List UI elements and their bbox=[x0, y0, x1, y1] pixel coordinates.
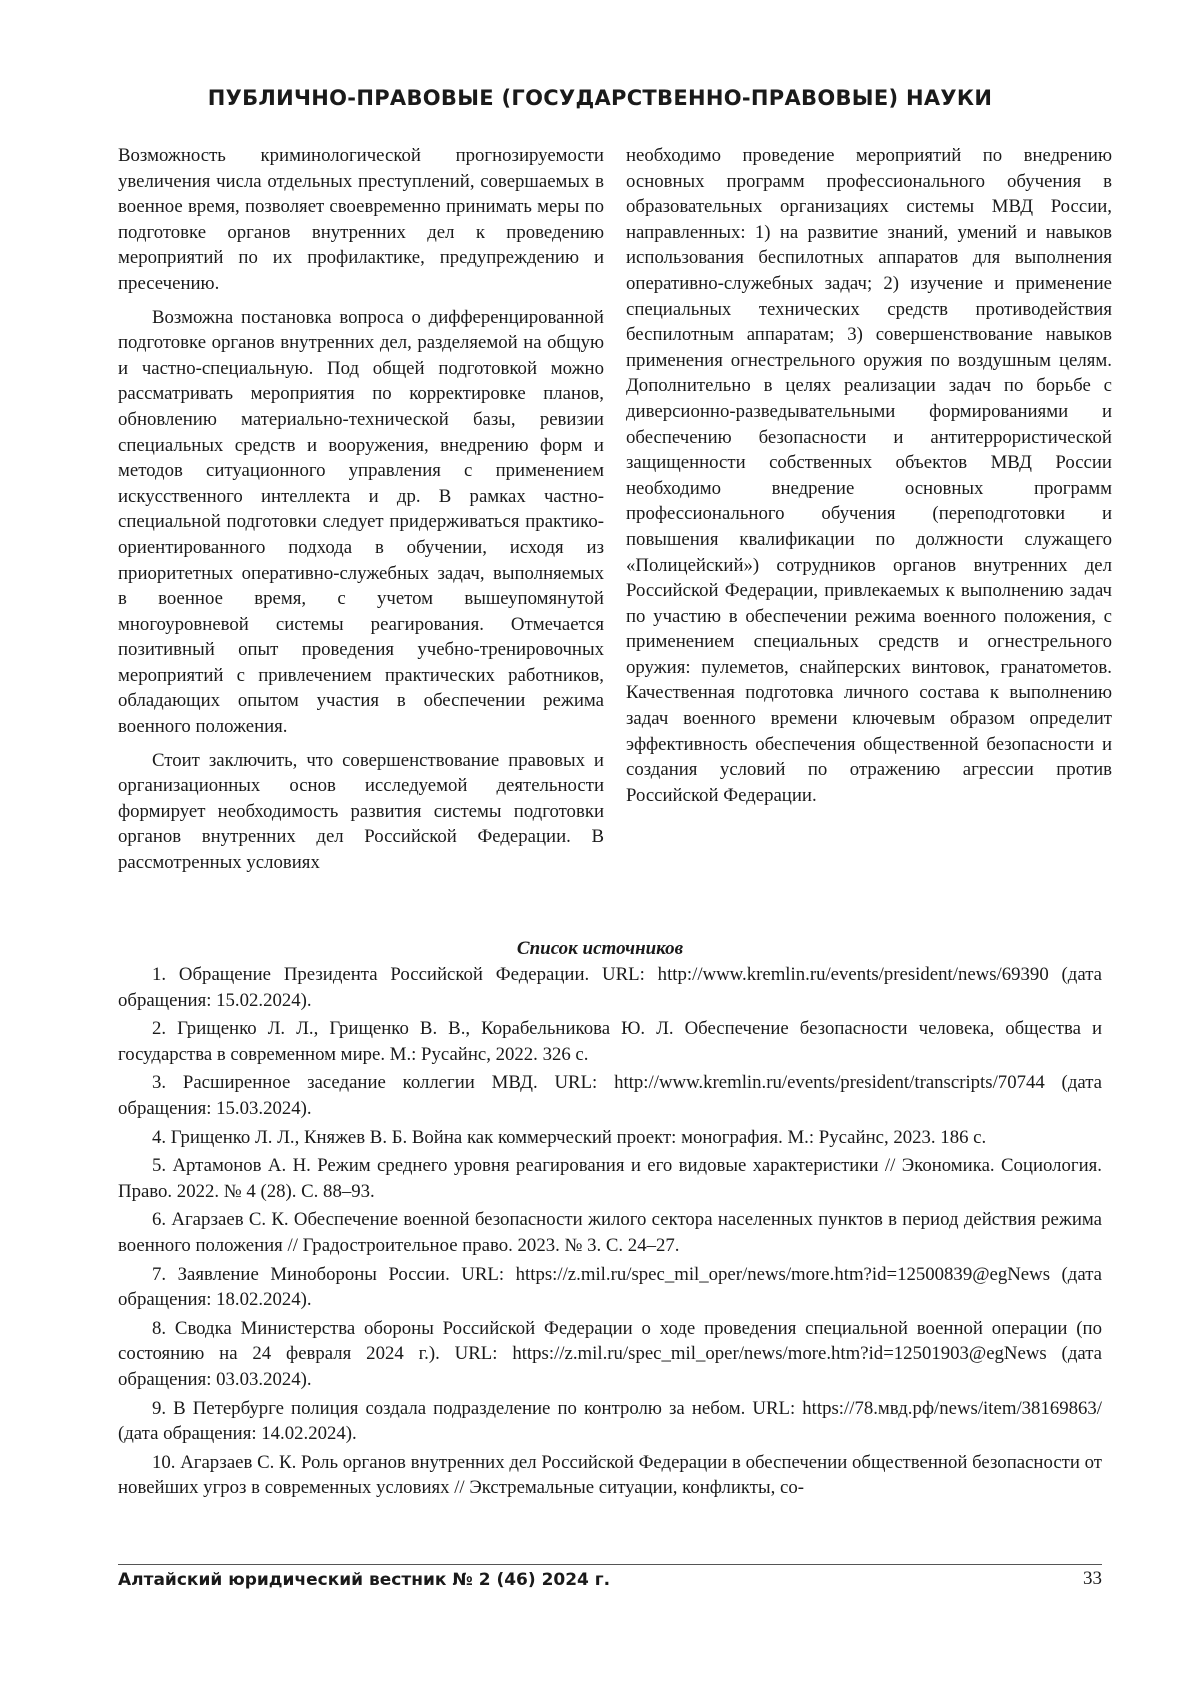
reference-item: 1. Обращение Президента Российской Федерации. URL: http://www.kremlin.ru/events/president/news/69390 (дата обращения: 15.02.2024). bbox=[118, 964, 1102, 1011]
left-paragraph-1: Возможность криминологической прогнозируемости увеличения числа отдельных преступлений, совершаемых в военное время, позволяет своевременно принимать меры по подготовке органов внутренних дел к проведению мероприятий по их профилактике, предупреждению и пресечению. bbox=[118, 145, 604, 294]
right-paragraph-1: необходимо проведение мероприятий по внедрению основных программ профессионального обучения в образовательных организациях системы МВД России, направленных: 1) на развитие знаний, умений и навыков использования беспилотных аппаратов для выполнения оперативно-служебных задач; 2) изучение и применение специальных технических средств противодействия беспилотным аппаратам; 3) совершенствование навыков применения огнестрельного оружия по воздушным целям. Дополнительно в целях реализации задач по борьбе с диверсионно-разведывательными формированиями и обеспечению безопасности и антитеррористической защищенности собственных объектов МВД России необходимо внедрение основных программ профессионального обучения (переподготовки и повышения квалификации по должности служащего «Полицейский») сотрудников органов внутренних дел Российской Федерации, привлекаемых к выполнению задач по участию в обеспечении режима военного положения, с применением специальных средств и огнестрельного оружия: пулеметов, снайперских винтовок, гранатометов. Качественная подготовка личного состава к выполнению задач военного времени ключевым образом определит эффективность обеспечения общественной безопасности и создания условий по отражению агрессии против Российской Федерации. bbox=[626, 145, 1112, 806]
footer-rule bbox=[118, 1564, 1102, 1565]
right-column bbox=[626, 143, 1112, 808]
left-paragraph-2: Возможна постановка вопроса о дифференцированной подготовке органов внутренних дел, разделяемой на общую и частно-специальную. Под общей подготовкой можно рассматривать мероприятия по корректировке планов, обновлению материально-технической базы, ревизии специальных средств и вооружения, внедрению форм и методов ситуационного управления с применением искусственного интеллекта и др. В рамках частно-специальной подготовки следует придерживаться практико-ориентированного подхода в обучении, исходя из приоритетных оперативно-служебных задач, выполняемых в военное время, с учетом вышеупомянутой многоуровневой системы реагирования. Отмечается позитивный опыт проведения учебно-тренировочных мероприятий с привлечением практических работников, обладающих опытом участия в обеспечении режима военного положения. bbox=[118, 306, 604, 738]
left-column bbox=[118, 143, 604, 876]
page-number: 33 bbox=[1083, 1568, 1102, 1589]
reference-item: 9. В Петербурге полиция создала подразделение по контролю за небом. URL: https://78.мвд.рф/news/item/38169863/ (дата обращения: 14.02.2024). bbox=[118, 1397, 1102, 1445]
reference-item: 4. Грищенко Л. Л., Княжев В. Б. Война как коммерческий проект: монография. М.: Русайнс, 2023. 186 с. bbox=[152, 1126, 987, 1148]
reference-item: 2. Грищенко Л. Л., Грищенко В. В., Корабельникова Ю. Л. Обеспечение безопасности человека, общества и государства в современном мире. М.: Русайнс, 2022. 326 с. bbox=[118, 1018, 1102, 1065]
references-list bbox=[118, 962, 1102, 1504]
left-paragraph-3: Стоит заключить, что совершенствование правовых и организационных основ исследуемой деятельности формирует необходимость развития системы подготовки органов внутренних дел Российской Федерации. В рассмотренных условиях bbox=[118, 749, 604, 874]
reference-item: 8. Сводка Министерства обороны Российской Федерации о ходе проведения специальной военной операции (по состоянию на 24 февраля 2024 г.). URL: https://z.mil.ru/spec_mil_oper/news/more.htm?id=12501903@egNews (дата обращения: 03.03.2024). bbox=[118, 1317, 1102, 1390]
reference-item: 3. Расширенное заседание коллегии МВД. URL: http://www.kremlin.ru/events/president/transcripts/70744 (дата обращения: 15.03.2024). bbox=[118, 1072, 1102, 1119]
reference-item: 10. Агарзаев С. К. Роль органов внутренних дел Российской Федерации в обеспечении общественной безопасности от новейших угроз в современных условиях // Экстремальные ситуации, конфликты, со- bbox=[118, 1451, 1102, 1499]
reference-item: 5. Артамонов А. Н. Режим среднего уровня реагирования и его видовые характеристики // Экономика. Социология. Право. 2022. № 4 (28). С. 88–93. bbox=[118, 1155, 1102, 1202]
reference-item: 7. Заявление Минобороны России. URL: https://z.mil.ru/spec_mil_oper/news/more.htm?id=12500839@egNews (дата обращения: 18.02.2024). bbox=[118, 1263, 1102, 1311]
footer-journal-title: Алтайский юридический вестник № 2 (46) 2024 г. bbox=[118, 1570, 611, 1590]
reference-item: 6. Агарзаев С. К. Обеспечение военной безопасности жилого сектора населенных пунктов в период действия режима военного положения // Градостроительное право. 2023. № 3. С. 24–27. bbox=[118, 1209, 1102, 1256]
section-header: ПУБЛИЧНО-ПРАВОВЫЕ (ГОСУДАРСТВЕННО-ПРАВОВЫЕ) НАУКИ bbox=[207, 86, 993, 110]
references-title: Список источников bbox=[516, 938, 684, 959]
